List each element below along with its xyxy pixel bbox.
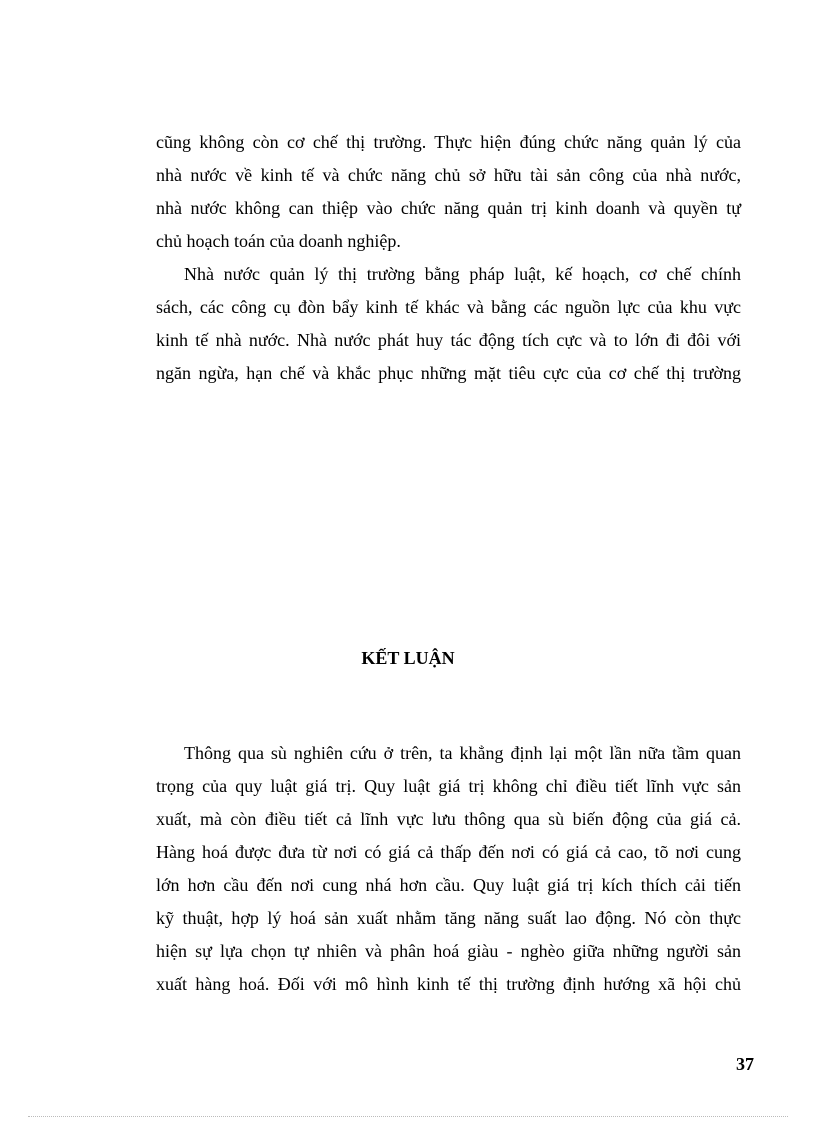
section-heading: KẾT LUẬN — [361, 648, 455, 668]
page-number: 37 — [736, 1054, 754, 1074]
text-line: sách, các công cụ đòn bẩy kinh tế khác và bằng các nguồn lực của khu vực — [156, 297, 741, 317]
text-line: kinh tế nhà nước. Nhà nước phát huy tác động tích cực và to lớn đi đôi với — [156, 330, 741, 350]
text-line: Thông qua sù nghiên cứu ở trên, ta khẳng định lại một lần nữa tầm quan — [184, 743, 741, 763]
text-line: kỹ thuật, hợp lý hoá sản xuất nhằm tăng năng suất lao động. Nó còn thực — [156, 908, 741, 928]
text-line: xuất, mà còn điều tiết cả lĩnh vực lưu thông qua sù biến động của giá cả. — [156, 809, 741, 829]
paragraph-state-management — [156, 258, 741, 390]
text-line: ngăn ngừa, hạn chế và khắc phục những mặt tiêu cực của cơ chế thị trường — [156, 363, 741, 383]
page-boundary-divider — [28, 1116, 788, 1117]
text-line: cũng không còn cơ chế thị trường. Thực hiện đúng chức năng quản lý của — [156, 132, 741, 152]
text-line: chủ hoạch toán của doanh nghiệp. — [156, 231, 401, 251]
text-line: hiện sự lựa chọn tự nhiên và phân hoá giàu - nghèo giữa những người sản — [156, 941, 741, 961]
paragraph-continued — [156, 126, 741, 258]
text-line: trọng của quy luật giá trị. Quy luật giá trị không chỉ điều tiết lĩnh vực sản — [156, 776, 741, 796]
conclusion-paragraph — [156, 737, 741, 1001]
text-line: xuất hàng hoá. Đối với mô hình kinh tế thị trường định hướng xã hội chủ — [156, 974, 741, 994]
text-line: nhà nước không can thiệp vào chức năng quản trị kinh doanh và quyền tự — [156, 198, 741, 218]
text-line: lớn hơn cầu đến nơi cung nhá hơn cầu. Quy luật giá trị kích thích cải tiến — [156, 875, 741, 895]
text-line: nhà nước về kinh tế và chức năng chủ sở hữu tài sản công của nhà nước, — [156, 165, 741, 185]
text-line: Hàng hoá được đưa từ nơi có giá cả thấp đến nơi có giá cả cao, tõ nơi cung — [156, 842, 741, 862]
text-line: Nhà nước quản lý thị trường bằng pháp luật, kế hoạch, cơ chế chính — [184, 264, 741, 284]
